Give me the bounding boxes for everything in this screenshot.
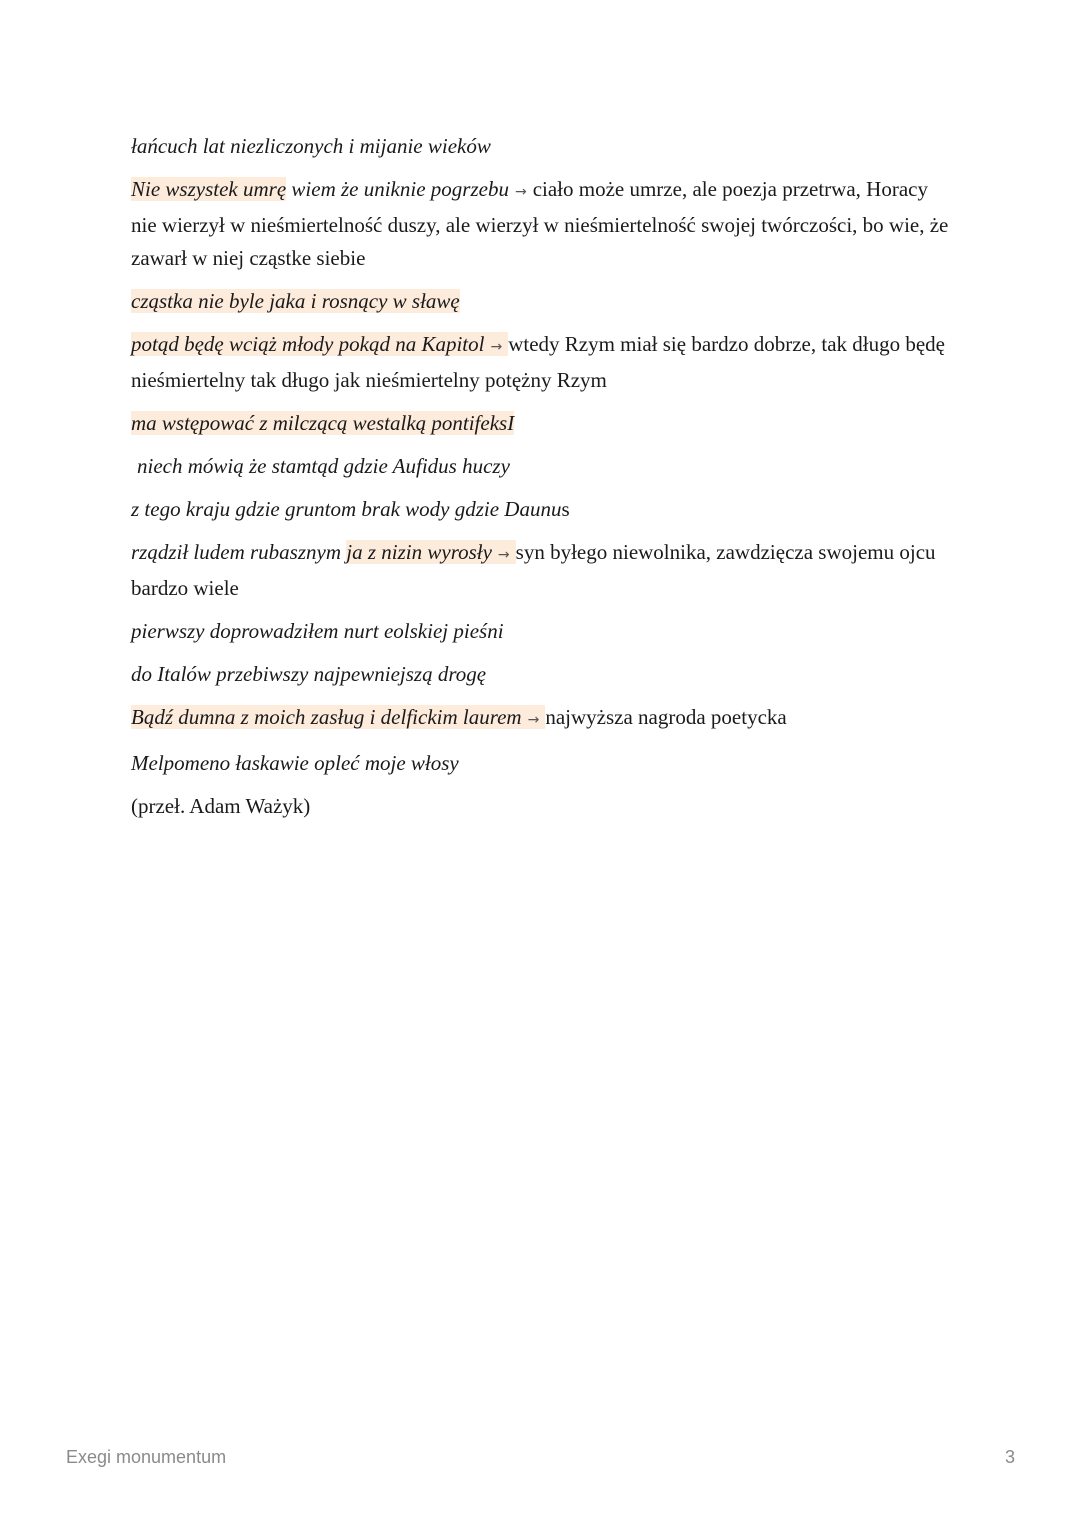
poem-line-10 [131, 658, 951, 691]
poem-line-9 [131, 615, 951, 648]
verse-text-tail: s [561, 497, 570, 521]
highlighted-verse: potąd będę wciąż młody pokąd na Kapitol [131, 332, 485, 356]
arrow-right-icon: → [497, 547, 510, 563]
highlighted-verse: Nie wszystek umrę [131, 177, 287, 201]
verse-text: rządził ludem rubasznym [131, 540, 347, 564]
arrow-right-icon: → [490, 339, 503, 355]
commentary-note: najwyższa nagroda poetycka [545, 705, 787, 729]
verse-text: wiem że uniknie pogrzebu [286, 177, 509, 201]
commentary-note: ciało może umrze, ale poezja przetrwa, Horacy nie wierzył w nieśmiertelność duszy, ale wierzył w nieśmiertelność swojej twórczości, bo wie, że zawarł w niej cząstke siebie [131, 177, 949, 270]
verse-text: niech mówią że stamtąd gdzie Aufidus huczy [137, 454, 510, 478]
poem-line-4 [131, 328, 951, 397]
translator-credit [131, 790, 951, 823]
verse-text: łańcuch lat niezliczonych i mijanie wieków [131, 134, 491, 158]
footer-document-title: Exegi monumentum [66, 1447, 227, 1467]
poem-line-5 [131, 407, 951, 440]
verse-text: z tego kraju gdzie gruntom brak wody gdzie Daunu [131, 497, 562, 521]
poem-line-6 [131, 450, 951, 483]
commentary-note: wtedy Rzym miał się bardzo dobrze, tak długo będę nieśmiertelny tak długo jak nieśmiertelny potężny Rzym [131, 332, 945, 392]
poem-line-8 [131, 536, 951, 605]
arrow-right-icon: → [527, 712, 540, 728]
poem-line-11 [131, 701, 951, 737]
poem-line-12 [131, 747, 951, 780]
poem-line-3 [131, 285, 951, 318]
verse-text: do Italów przebiwszy najpewniejszą drogę [131, 662, 487, 686]
highlighted-verse: Bądź dumna z moich zasług i delfickim laurem [131, 705, 522, 729]
verse-text: Melpomeno łaskawie opleć moje włosy [131, 751, 459, 775]
poem-content [131, 130, 951, 833]
footer-page-number: 3 [1004, 1447, 1015, 1467]
arrow-right-icon: → [514, 184, 527, 200]
translator-text: (przeł. Adam Ważyk) [131, 794, 311, 818]
highlighted-verse: ma wstępować z milczącą westalką pontifeksI [131, 411, 515, 435]
poem-line-7 [131, 493, 951, 526]
poem-line-1 [131, 130, 951, 163]
highlighted-verse: cząstka nie byle jaka i rosnący w sławę [131, 289, 460, 313]
highlighted-verse: ja z nizin wyrosły [346, 540, 492, 564]
poem-line-2 [131, 173, 951, 275]
commentary-note: syn byłego niewolnika, zawdzięcza swojemu ojcu bardzo wiele [131, 540, 936, 600]
verse-text: pierwszy doprowadziłem nurt eolskiej pieśni [131, 619, 504, 643]
